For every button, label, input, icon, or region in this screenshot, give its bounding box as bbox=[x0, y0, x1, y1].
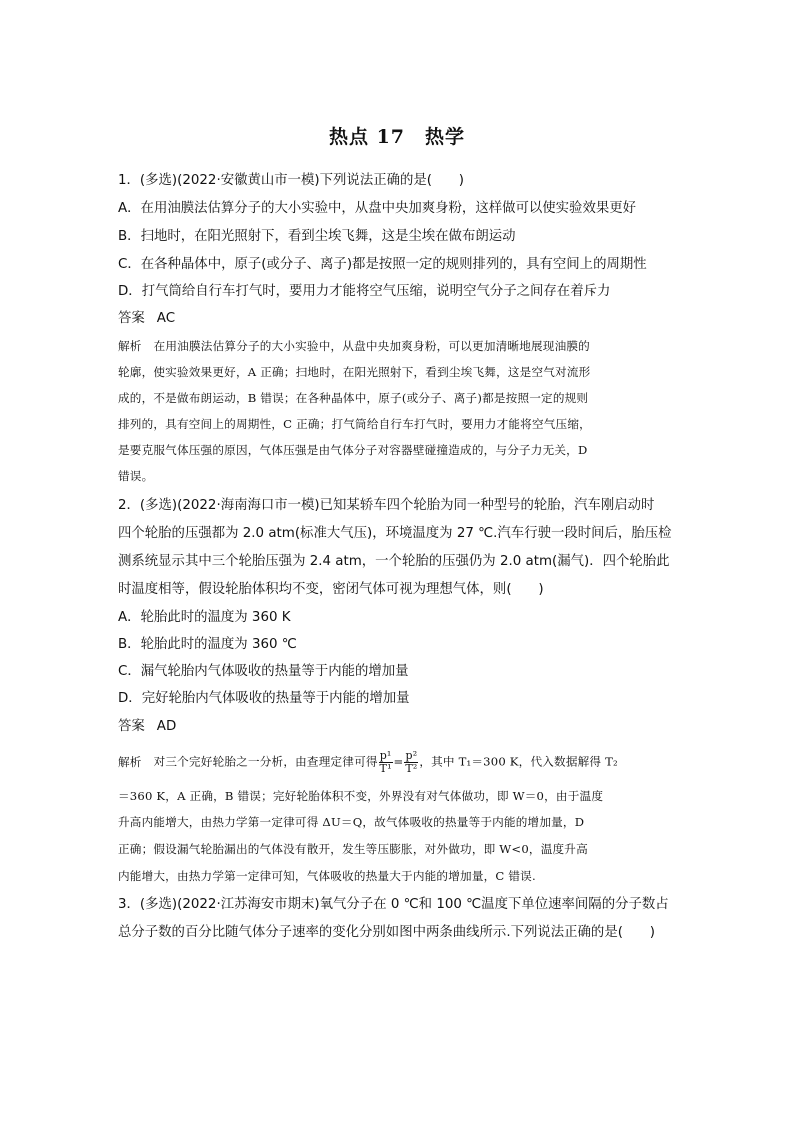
answer-value: AD bbox=[156, 719, 177, 734]
q2-analysis-line: 升高内能增大，由热力学第一定律可得 ΔU＝Q，故气体吸收的热量等于内能的增加量，D bbox=[118, 815, 585, 829]
q2-option-a: A．轮胎此时的温度为 360 K bbox=[118, 610, 291, 625]
fraction-p2-t2: $\frac{\text{p²}}{\text{T²}}$ bbox=[405, 749, 418, 775]
q2-stem-line: 2．(多选)(2022·海南海口市一模)已知某轿车四个轮胎为同一种型号的轮胎，汽车刚启动时 bbox=[118, 498, 655, 513]
q2-analysis-line: 内能增大，由热力学第一定律可知，气体吸收的热量大于内能的增加量，C 错误. bbox=[118, 869, 536, 883]
answer-label: 答案 bbox=[118, 719, 145, 734]
q2-option-b: B．轮胎此时的温度为 360 ℃ bbox=[118, 637, 297, 652]
q1-analysis-line: 轮廓，使实验效果更好，A 正确；扫地时，在阳光照射下，看到尘埃飞舞，这是空气对流形 bbox=[118, 365, 591, 379]
q1-option-a: A．在用油膜法估算分子的大小实验中，从盘中央加爽身粉，这样做可以使实验效果更好 bbox=[118, 201, 637, 216]
q1-stem: 1．(多选)(2022·安徽黄山市一模)下列说法正确的是( ) bbox=[118, 173, 465, 188]
analysis-label: 解析 bbox=[118, 754, 142, 769]
q2-analysis-line: ＝360 K，A 正确，B 错误；完好轮胎体积不变，外界没有对气体做功，即 W＝0，由于温度 bbox=[118, 789, 604, 803]
q1-option-b: B．扫地时，在阳光照射下，看到尘埃飞舞，这是尘埃在做布朗运动 bbox=[118, 229, 516, 244]
page-title: 热点 17 热学 bbox=[328, 126, 466, 148]
q2-option-c: C．漏气轮胎内气体吸收的热量等于内能的增加量 bbox=[118, 664, 409, 679]
q1-analysis-line: 成的，不是做布朗运动，B 错误；在各种晶体中，原子(或分子、离子)都是按照一定的规则 bbox=[118, 391, 589, 405]
analysis-label: 解析 bbox=[118, 339, 142, 353]
q2-analysis-line: 解析 对三个完好轮胎之一分析，由查理定律可得 $\frac{\text{p¹}}{\text{T¹}}$ = $\frac{\text{p²}}{\text{T²}}$ ，其中 T₁＝300 K，代入数据解得 T₂ bbox=[118, 749, 618, 775]
q1-analysis-line: 排列的，具有空间上的周期性，C 正确；打气筒给自行车打气时，要用力才能将空气压缩， bbox=[118, 417, 591, 431]
q2-stem-line: 四个轮胎的压强都为 2.0 atm(标准大气压)，环境温度为 27 ℃.汽车行驶一段时间后，胎压检 bbox=[118, 526, 672, 541]
q2-option-d: D．完好轮胎内气体吸收的热量等于内能的增加量 bbox=[118, 691, 410, 706]
q1-option-c: C．在各种晶体中，原子(或分子、离子)都是按照一定的规则排列的，具有空间上的周期性 bbox=[118, 257, 647, 272]
q2-stem-line: 时温度相等，假设轮胎体积均不变，密闭气体可视为理想气体，则( ) bbox=[118, 582, 544, 597]
q3-stem-line: 总分子数的百分比随气体分子速率的变化分别如图中两条曲线所示.下列说法正确的是( ) bbox=[118, 925, 655, 940]
fraction-p1-t1: $\frac{\text{p¹}}{\text{T¹}}$ bbox=[379, 749, 392, 775]
q2-stem-line: 测系统显示其中三个轮胎压强为 2.4 atm，一个轮胎的压强仍为 2.0 atm(漏气)．四个轮胎此 bbox=[118, 554, 670, 569]
q1-answer bbox=[118, 309, 678, 329]
q2-answer bbox=[118, 717, 678, 737]
q3-stem-line: 3．(多选)(2022·江苏海安市期末)氧气分子在 0 ℃和 100 ℃温度下单位速率间隔的分子数占 bbox=[118, 897, 669, 912]
q2-analysis-line: 正确；假设漏气轮胎漏出的气体没有散开，发生等压膨胀，对外做功，即 W<0，温度升高 bbox=[118, 842, 588, 856]
q1-analysis-line: 错误。 bbox=[118, 469, 154, 483]
q1-analysis-line: 解析 在用油膜法估算分子的大小实验中，从盘中央加爽身粉，可以更加清晰地展现油膜的 bbox=[118, 339, 590, 353]
answer-value: AC bbox=[156, 311, 176, 326]
q1-option-d: D．打气筒给自行车打气时，要用力才能将空气压缩，说明空气分子之间存在着斥力 bbox=[118, 284, 611, 299]
answer-label: 答案 bbox=[118, 311, 145, 326]
q1-analysis-line: 是要克服气体压强的原因，气体压强是由气体分子对容器壁碰撞造成的，与分子力无关，D bbox=[118, 443, 588, 457]
